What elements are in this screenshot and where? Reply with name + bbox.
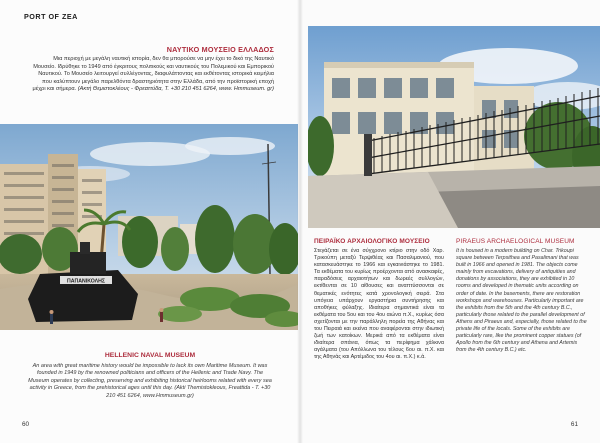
archaeological-museum-photo <box>308 26 600 228</box>
english-naval-museum-body: An area with great maritime history would be impossible to lack its own Maritime Museum. It was founded in 1949 by the renowned politicians and officers of the Hellenic and Trade Navy. The Museum operates by collecting, preserving and exhibiting historical heirlooms related with every sea activity in Greece, from the prehistorical ages until this day. (Akti Themistokleous, Freattida - T. +30 210 451 6264, www.Hmmuseum.gr) <box>28 363 272 399</box>
english-archaeological-museum-title: PIRAEUS ARCHAELOGICAL MUSEUM <box>456 238 575 245</box>
page-number-left: 60 <box>22 421 30 428</box>
english-naval-museum-title: HELLENIC NAVAL MUSEUM <box>104 352 196 359</box>
naval-museum-photo <box>0 124 298 330</box>
archaeological-museum-illustration <box>308 26 600 228</box>
greek-naval-museum-contact: (Ακτή Θεμιστοκλέους - Φρεαττύδα, Τ. +30 210 451 6264, www. Hmmuseum. gr) <box>77 86 274 93</box>
greek-naval-museum-body <box>30 56 274 94</box>
right-page <box>300 0 600 443</box>
ship-name-plate: ΠΑΠΑΝΙΚΟΛΗΣ <box>67 278 105 285</box>
english-archaeological-museum-column <box>456 238 588 354</box>
naval-museum-illustration <box>0 124 298 330</box>
running-head: PORT OF ZEA <box>24 12 78 21</box>
greek-archaeological-museum-column <box>314 238 444 362</box>
page-number-right: 61 <box>570 421 578 428</box>
greek-archaeological-museum-body: Στεγάζεται σε ένα σύγχρονο κτίριο στην οδό Χαρ. Τρικούπη μεταξύ Τερψιθέας και Πασαλιμανιού, που κατασκευάστηκε το 1966 και εγκαινιάστηκε το 1981. Τα εκθέματα του κυρίως προέρχονται από ανασκαφές, παραδόσεις αρχαιοτήτων και δωρεές συλλογών, εκτίθενται σε 10 αίθουσες και αναπτύσσονται σε θεματικές ενότητες κατά χρονολογική σειρά. Στα υπόγεια υπάρχουν εργαστήρια συντήρησης και αποθήκες φύλαξης. Ιδιαίτερα σημαντικά είναι τα εκθέματα του 5ου και του 4ου αιώνα π.Χ., κυρίως όσα σχετίζονται με την παράλληλη πορεία της Αθήνας και του Πειραιά και εκείνα που αναφέρονται στην ιδιωτική ζωή των κατοίκων. Μερικά από τα εκθέματα είναι ιδιαίτερα σπάνια, όπως τα περίφημα χάλκινα αγάλματα (του Απόλλωνα του τέλους 6ου αι. π.Χ. και της Αθηνάς και Αρτέμιδος του 4ου αι. π.Χ.) κ.ά. <box>314 248 444 361</box>
english-archaeological-museum-body: It is housed in a modern building on Char. Trikoupi square between Terpsithea and Pasalimani that was built in 1966 and opened in 1981. The objects come mainly from excavations, delivery of antiquities and donations by associations, they are exhibited in 10 rooms and developed in thematic units according on order of date. In the basements, there are restoration workshops and warehouses. Particularly important are the exhibits from the 5th and the 4th century B.C., particularly those related to the parallel development of Athens and Piraeus and, especially, those related to the private life of the locals. Some of the exhibits are particularly rare, like the prominent copper statues (of Apollo from the 6th century and Athena and Artemis from the 4th century B.C.) etc. <box>456 248 587 354</box>
greek-archaeological-museum-title: ΠΕΙΡΑΪΚΟ ΑΡΧΑΙΟΛΟΓΙΚΟ ΜΟΥΣΕΙΟ <box>314 238 430 245</box>
page-gutter <box>297 0 303 443</box>
greek-naval-museum-text: Μια περιοχή με μεγάλη ναυτική ιστορία, δεν θα μπορούσε να μην έχει το δικό της Ναυτικό Μουσείο. Ιδρύθηκε το 1949 από έγκριτους πολιτικούς και ναυτικούς του Πολεμικού και Εμπορικού Ναυτικού. Το Μουσείο λειτουργεί συλλέγοντας, διαφυλάττοντας και εκθέτοντας ιστορικά κειμήλια που καλύπτουν μεγάλο παρελθόντα δραστηριότητα στην Ελλάδα, από την προϊστορική εποχή μέχρι και σήμερα. <box>32 56 274 93</box>
greek-naval-museum-title: ΝΑΥΤΙΚΟ ΜΟΥΣΕΙΟ ΕΛΛΑΔΟΣ <box>166 45 274 54</box>
